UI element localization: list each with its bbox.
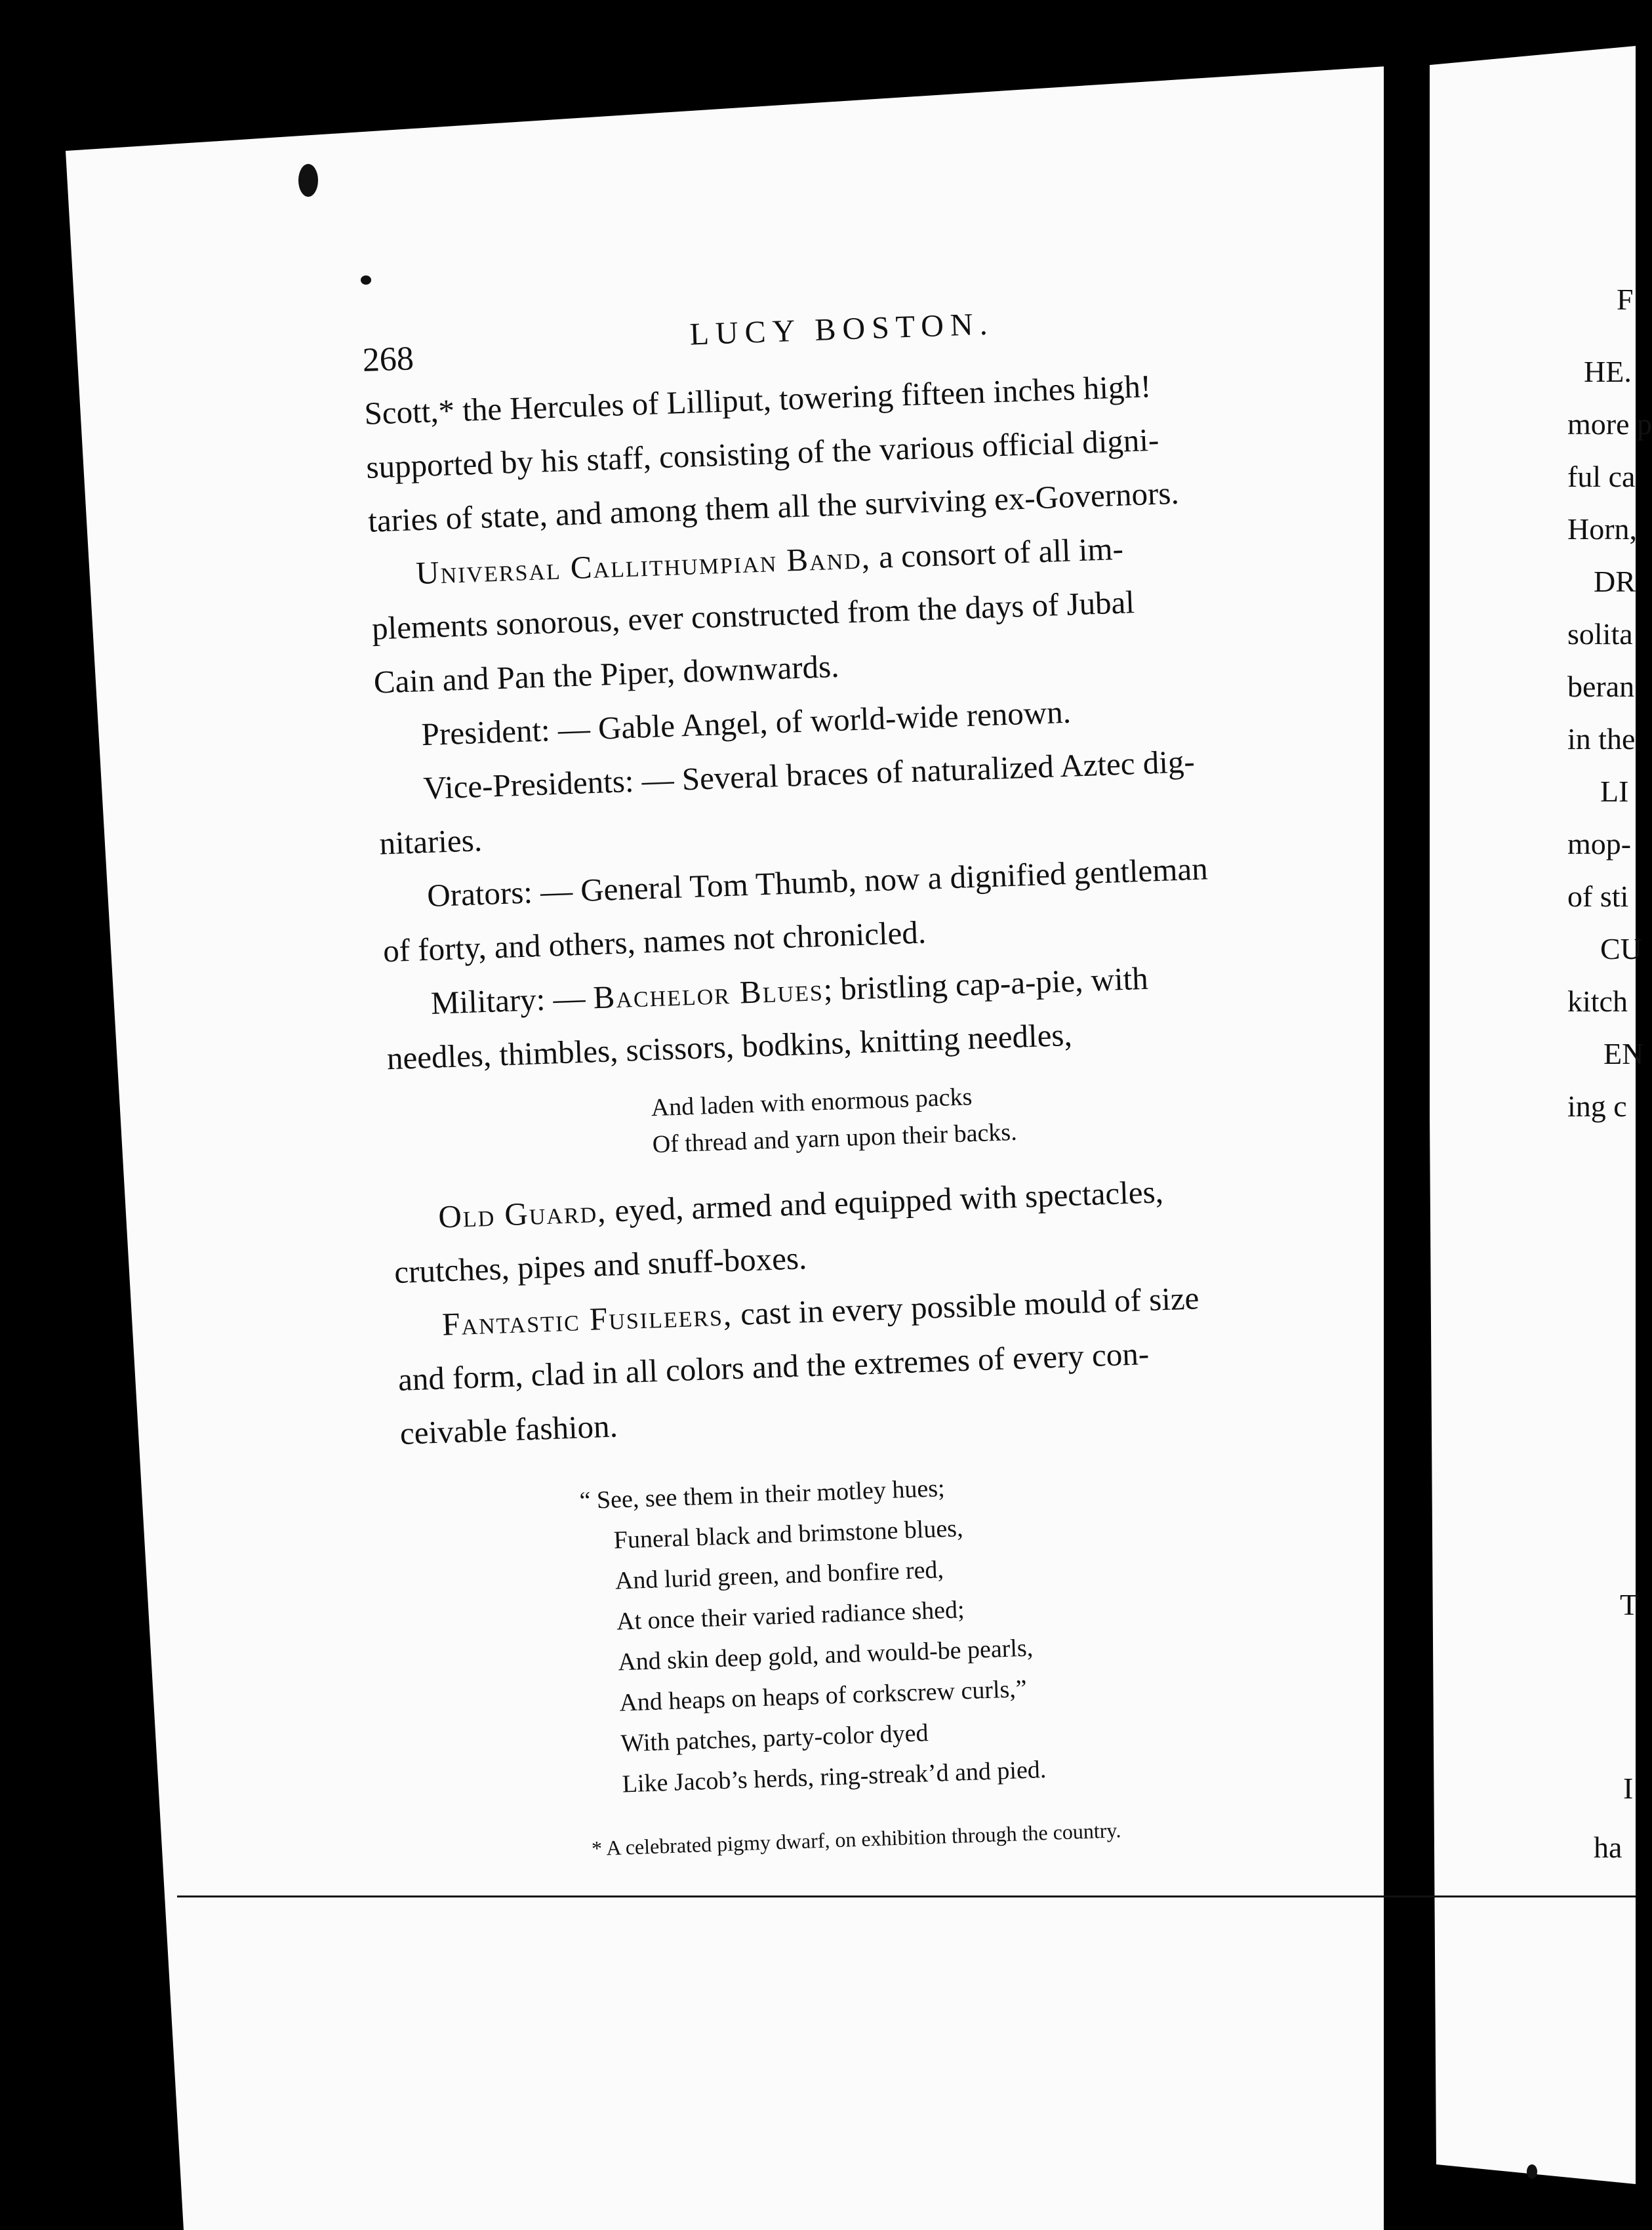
right-fragment: LI [1600, 775, 1629, 808]
poem-line: With patches, party-color dyed [620, 1719, 929, 1758]
poem-line: And skin deep gold, and would-be pearls, [617, 1634, 1034, 1676]
right-fragment: I [1623, 1772, 1634, 1805]
right-fragment: of sti [1567, 880, 1629, 913]
poem-line: Funeral black and brimstone blues, [613, 1514, 964, 1554]
president-line: President: — Gable Angel, of world-wide renown. [420, 693, 1072, 753]
poem-line: And lurid green, and bonfire red, [614, 1556, 944, 1595]
right-fragment: in the [1567, 722, 1636, 756]
band-text: a consort of all im- [870, 530, 1124, 576]
page-gutter [1384, 52, 1430, 2230]
right-fragment: more p [1567, 407, 1652, 441]
right-fragment: mop- [1567, 827, 1632, 861]
orators-line: Orators: — General Tom Thumb, now a dignified gentleman [426, 850, 1209, 914]
body-line: Scott,* the Hercules of Lilliput, towering fifteen inches high! [363, 368, 1152, 432]
military-title: Bachelor Blues [592, 971, 824, 1016]
right-fragment: kitch [1567, 984, 1628, 1018]
page-text [361, 274, 1398, 1871]
ink-blot [298, 164, 318, 197]
right-fragment: ing c [1567, 1089, 1627, 1123]
body-line: supported by his staff, consisting of the various official digni- [365, 421, 1160, 485]
body-line: plements sonorous, ever constructed from the days of Jubal [371, 584, 1135, 647]
fusileers-title: Fantastic Fusileers, [441, 1296, 733, 1343]
old-guard-text: eyed, armed and equipped with spectacles, [606, 1173, 1164, 1229]
poem-line: “ See, see them in their motley hues; [578, 1474, 946, 1515]
old-guard-title: Old Guard, [437, 1192, 608, 1235]
right-fragment: DR [1594, 565, 1636, 598]
poem-line: Like Jacob’s herds, ring-streak’d and pied. [622, 1755, 1047, 1798]
right-fragment: HE. [1584, 355, 1632, 388]
vice-presidents-line: Vice-Presidents: — Several braces of naturalized Aztec dig- [422, 743, 1196, 807]
right-fragment: CU [1600, 932, 1642, 965]
ink-speck [1527, 2164, 1537, 2179]
right-fragment: solita [1567, 617, 1633, 651]
military-label: Military: — [430, 979, 594, 1021]
fusileers-text: cast in every possible mould of size [731, 1280, 1200, 1333]
body-line: and form, clad in all colors and the extremes of every con- [397, 1335, 1150, 1398]
right-fragment: Horn, [1567, 512, 1638, 546]
body-line: of forty, and others, names not chronicled. [382, 914, 927, 969]
poem-line: At once their varied radiance shed; [616, 1596, 965, 1636]
body-line: crutches, pipes and snuff-boxes. [393, 1240, 808, 1291]
poem-line: And heaps on heaps of corkscrew curls,” [618, 1674, 1028, 1717]
body-line: ceivable fashion. [399, 1408, 618, 1451]
footnote: * A celebrated pigmy dwarf, on exhibition through the country. [591, 1817, 1121, 1861]
page-number: 268 [361, 340, 414, 379]
military-text: ; bristling cap-a-pie, with [822, 960, 1149, 1007]
poem [402, 1453, 1396, 1812]
right-fragment: beran [1567, 670, 1635, 703]
body-line: Cain and Pan the Piper, downwards. [373, 647, 840, 700]
page-bottom-rule [177, 1896, 1636, 1897]
ink-speck [361, 275, 371, 285]
right-fragment: EN [1603, 1037, 1644, 1070]
band-title: Universal Callithumpian Band, [415, 539, 872, 592]
body-line: taries of state, and among them all the surviving ex-Governors. [367, 474, 1180, 539]
right-fragment: T [1620, 1588, 1639, 1621]
running-head: LUCY BOSTON. [689, 306, 995, 352]
right-fragment: ha [1594, 1831, 1622, 1864]
verse-line: Of thread and yarn upon their backs. [652, 1118, 1018, 1159]
right-fragment: ful ca [1567, 460, 1636, 493]
body-line: needles, thimbles, scissors, bodkins, knitting needles, [386, 1016, 1073, 1077]
body-line: nitaries. [378, 822, 483, 862]
right-fragment: F [1617, 283, 1634, 316]
verse-line: And laden with enormous packs [651, 1083, 973, 1122]
